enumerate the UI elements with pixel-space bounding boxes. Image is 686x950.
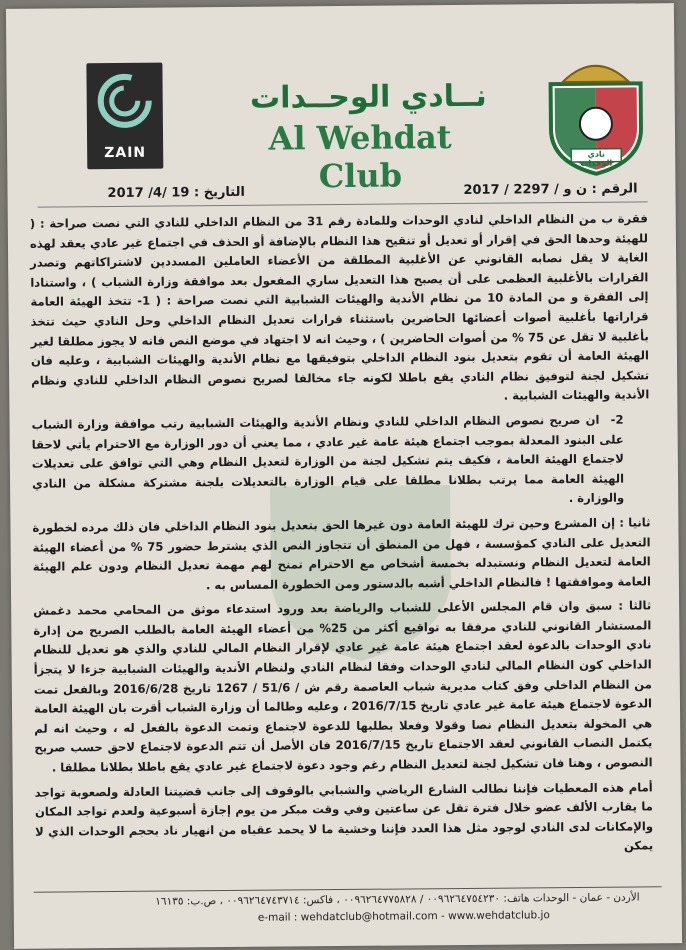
paragraph-second: ثانيا : إن المشرع وحين ترك للهيئة العامة دون غيرها الحق بتعديل بنود النظام الداخلي فان ذلك مرده لخطورة التعديل على النادي كمؤسسة ، فهل من المنطق أن تتجاوز النص الذي يشترط حضور 75 % من أعضاء الهيئة العامة لتعديل النظام ونستبدله بخمسة أشخاص مع الاحترام تمنح لهم مهمة تعديل النظام ودون علم الهيئة العامة وموافقتها ! فالنظام الداخلي أشبه بالدستور ومن الخطورة المساس به .	[32, 515, 651, 592]
paragraph-closing: أمام هذه المعطيات فإننا نطالب الشارع الرياضي والشبابي بالوقوف إلى جانب قضيتنا العادلة ولصعوبة تواجد ما يقارب الألف عضو خلال فترة تقل عن ساعتين وفي وقت مبكر من يوم إجازة أسبوعية ولعدم تواجد المكان والإمكانات لدى النادي لوجود مثل هذا العدد فإننا وخشية ما لا يحمد عقباه من انهيار ناد بحجم الوحدات الذي لا يمكن	[34, 779, 654, 853]
footer-contact: e-mail : wehdatclub@hotmail.com - www.wehdatclub.jo	[257, 909, 550, 924]
paragraph-intro: فقرة ب من النظام الداخلي لنادي الوحدات وللمادة رقم 31 من النظام الداخلي للنادي التي نصت صراحة : ( للهيئة وحدها الحق في إقرار أو تعديل أو تنقيح هذا النظام بالإضافة أو الحذف في اجتماع غير عادي يعقد لهذه الغاية لا يقل نصابه القانوني عن الأغلبية المطلقة من الأعضاء العاملين المسددين لاشتراكاتهم وتصدر القرارات بالأغلبية العظمى على أن يصبح هذا التعديل ساري المفعول بعد موافقة وزارة الشباب ) ، واستنادا إلى الفقرة و من المادة 10 من نظام الأندية والهيئات الشبابية التي نصت صراحة : ( 1- تتخذ الهيئة العامة قراراتها بأغلبية أصوات أعضائها الحاضرين باستثناء قرارات تعديل النظام الداخلي وحل النادي حيث تتخذ بأغلبية لا تقل عن 75 % من أصوات الحاضرين ) ، وحيث انه لا اجتهاد في موضع النص فانه لا يجوز مطلقا لغير الهيئة العامة أن تقوم بتعديل بنود النظام الداخلي بتوفيقها مع نظام الأندية والهيئات الشبابية ، وعليه فان تشكيل لجنة لتوفيق نظام النادي يقع باطلا لكونه جاء مخالفا لصريح نصوص النظام الداخلي للنادي ونظام الأندية والهيئات الشبابية .	[29, 211, 650, 403]
item-number: 2-	[610, 412, 624, 427]
paragraph-third: ثالثا : سبق وان قام المجلس الأعلى للشباب والرياضة بعد ورود استدعاء موثق من المحامي محمد دغمش المستشار القانوني للنادي مرفقا به تواقيع أكثر من 25% من أعضاء الهيئة العامة بالطلب الصريح من إدارة نادي الوحدات بالدعوة لعقد اجتماع هيئة عامة غير عادي لإقرار النظام المالي للنادي والذي هو تعديل للنظام الداخلي كون النظام المالي لنادي الوحدات وفقا لنظام النادي ولنظام الأندية والهيئات الشبابية جزءا لا يتجزأ من النظام الداخلي وفق كتاب مديرية شباب العاصمة رقم ش / 51/6 / 1267 تاريخ 2016/6/28 وبالفعل تمت الدعوة لاجتماع هيئة عامة غير عادي تاريخ 2016/7/15 ، وعليه وطالما أن وزارة الشباب أقرت بان الهيئة العامة هي المخولة بتعديل النظام نصا وقولا وفعلا بطلبها للدعوة لاجتماع وتمت الدعوة بالفعل له ، وحيث انه لم يكتمل النصاب القانوني لعقد الاجتماع تاريخ 2016/7/15 فان الأصل أن تتم الدعوة لاجتماع لاحق حسب صريح النصوص ، وهنا فان تشكيل لجنة لتعديل النظام رغم وجود دعوة لاجتماع غير عادي يقع باطلا بطلانا مطلقا .	[33, 598, 653, 775]
crest-caption: نادي الوحدات	[580, 149, 613, 168]
reference-number: الرقم : ن و / 2297 / 2017	[463, 181, 638, 198]
letter-page	[6, 3, 682, 949]
club-name-english: Al Wehdat Club	[268, 118, 452, 196]
sponsor-logo	[86, 63, 163, 170]
reference-date: التاريخ : 19 /4/ 2017	[107, 184, 245, 202]
paragraph-item-2	[31, 410, 650, 513]
item-text: ان صريح نصوص النظام الداخلي للنادي ونظام الأندية والهيئات الشبابية رتب موافقة وزارة الشباب على البنود المعدلة بموجب اجتماع هيئة عامة غير عادي ، مما يعني أن دور الوزارة مع الاحترام يأتي لاحقا لاجتماع الهيئة العامة ، فكيف يتم تشكيل لجنة من الوزارة لتعديل النظام وهي التي توافق على تعديلات الهيئة العامة مما يرتب بطلانا مطلقا على قيام الوزارة بالتعديلات بلجنة مشتركة مشكلة من النادي والوزارة .	[31, 412, 625, 506]
club-crest	[540, 53, 651, 176]
letter-body	[30, 209, 654, 866]
footer-address: الأردن - عمان - الوحدات هاتف: ٠٠٩٦٢٦٤٧٥٤٢٣٠ / ٠٠٩٦٢٦٤٧٧٥٨٢٨ ، فاكس: ٠٠٩٦٢٦٤٧٤٣٧١٤ ، ص.ب: ١٦١٣٥	[155, 891, 640, 908]
zain-swirl-icon	[96, 73, 152, 129]
sponsor-name: ZAIN	[104, 144, 147, 162]
club-name-arabic: نــادي الوحــدات	[249, 78, 487, 116]
